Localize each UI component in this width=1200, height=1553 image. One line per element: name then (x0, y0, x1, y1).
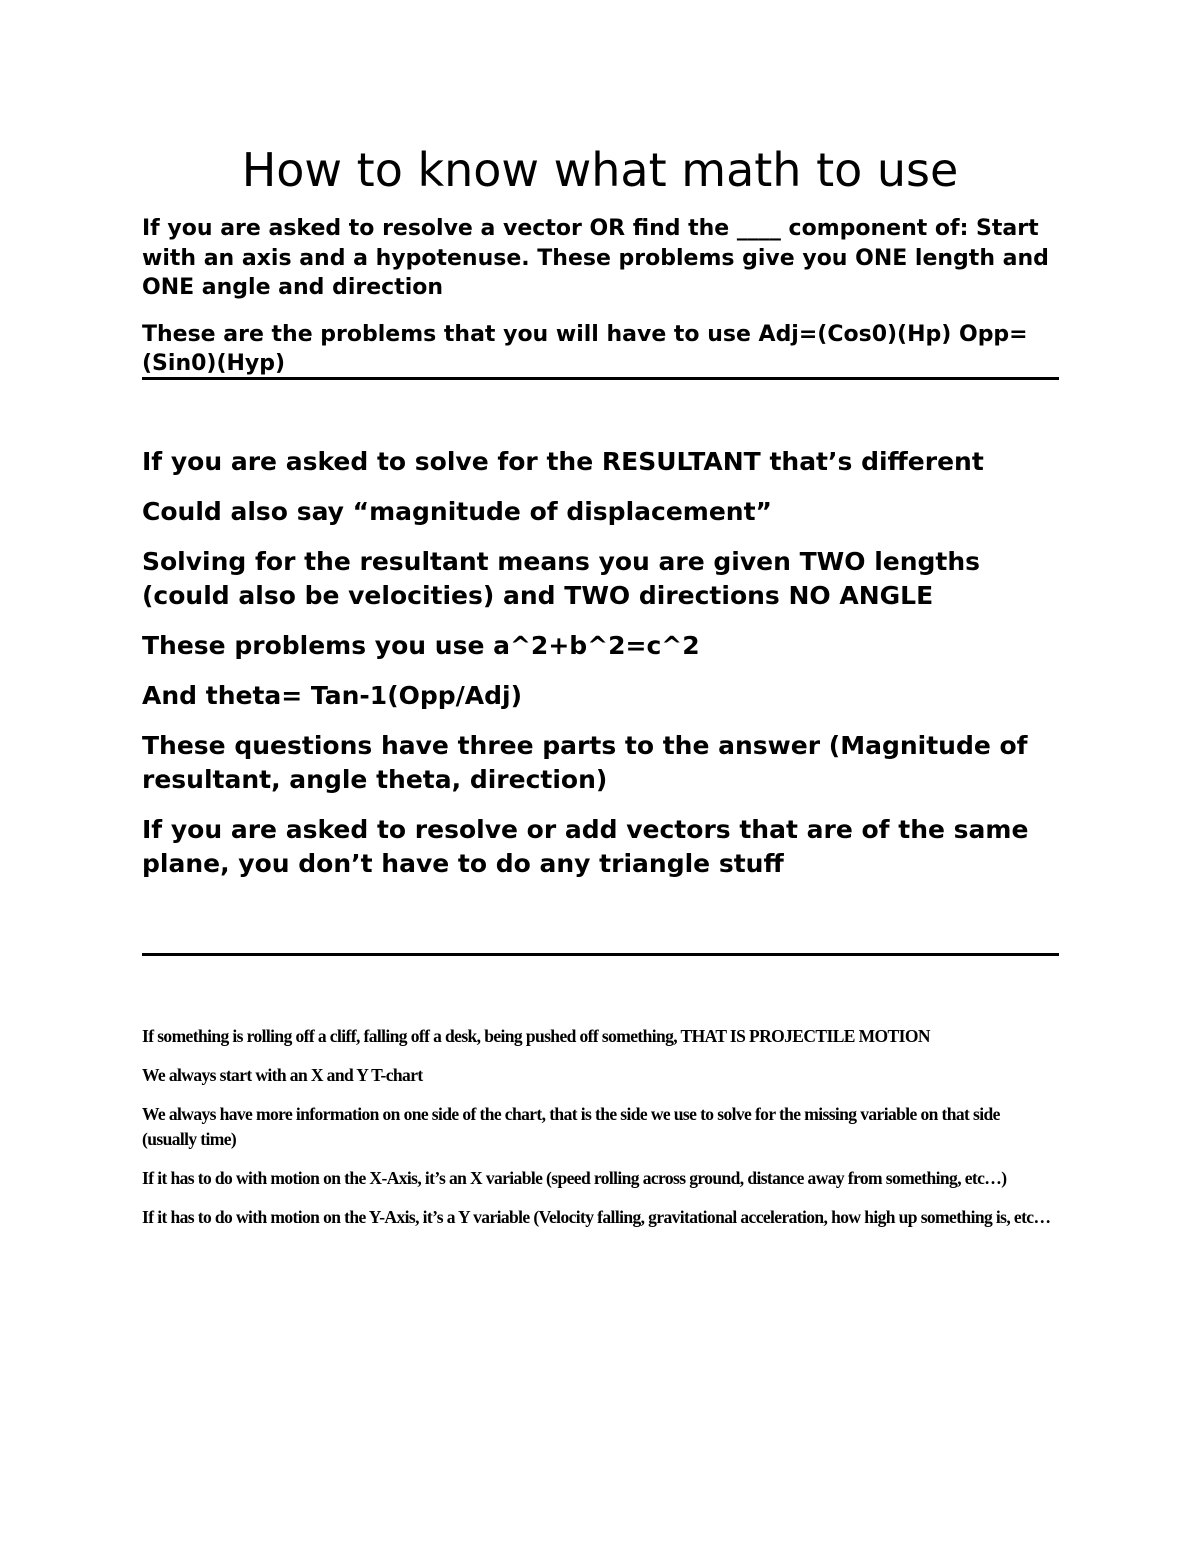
x-axis-paragraph: If it has to do with motion on the X-Axis, it’s an X variable (speed rolling across ground, distance away from something, etc…) (142, 1168, 1007, 1188)
resultant-section (142, 445, 1062, 897)
vector-components-section (142, 214, 1062, 379)
page-title: How to know what math to use (241, 143, 959, 197)
given-values-paragraph: Solving for the resultant means you are given TWO lengths (could also be velocities) and TWO directions NO ANGLE (142, 547, 981, 610)
t-chart-paragraph: We always start with an X and Y T-chart (142, 1065, 423, 1085)
pythagorean-paragraph: These problems you use a^2+b^2=c^2 (142, 631, 700, 660)
resultant-intro-paragraph: If you are asked to solve for the RESULTANT that’s different (142, 447, 984, 476)
trig-formula-paragraph: These are the problems that you will have to use Adj=(Cos0)(Hp) Opp=(Sin0)(Hyp) (142, 321, 1028, 376)
three-parts-paragraph: These questions have three parts to the answer (Magnitude of resultant, angle theta, direction) (142, 731, 1028, 794)
y-axis-paragraph: If it has to do with motion on the Y-Axis, it’s a Y variable (Velocity falling, gravitational acceleration, how high up something is, etc… (142, 1207, 1051, 1227)
resolve-vector-paragraph: If you are asked to resolve a vector OR find the ____ component of: Start with an axis and a hypotenuse. These problems give you ONE length and ONE angle and direction (142, 216, 1049, 300)
more-information-paragraph: We always have more information on one side of the chart, that is the side we use to solve for the missing variable on that side (usually time) (142, 1104, 1000, 1149)
theta-formula-paragraph: And theta= Tan-1(Opp/Adj) (142, 681, 523, 710)
section-divider (142, 953, 1059, 956)
section-divider (142, 377, 1059, 380)
magnitude-paragraph: Could also say “magnitude of displacement” (142, 497, 772, 526)
same-plane-paragraph: If you are asked to resolve or add vectors that are of the same plane, you don’t have to do any triangle stuff (142, 815, 1029, 878)
projectile-motion-section (142, 1024, 1057, 1244)
projectile-intro-paragraph: If something is rolling off a cliff, falling off a desk, being pushed off something, THAT IS PROJECTILE MOTION (142, 1026, 930, 1046)
